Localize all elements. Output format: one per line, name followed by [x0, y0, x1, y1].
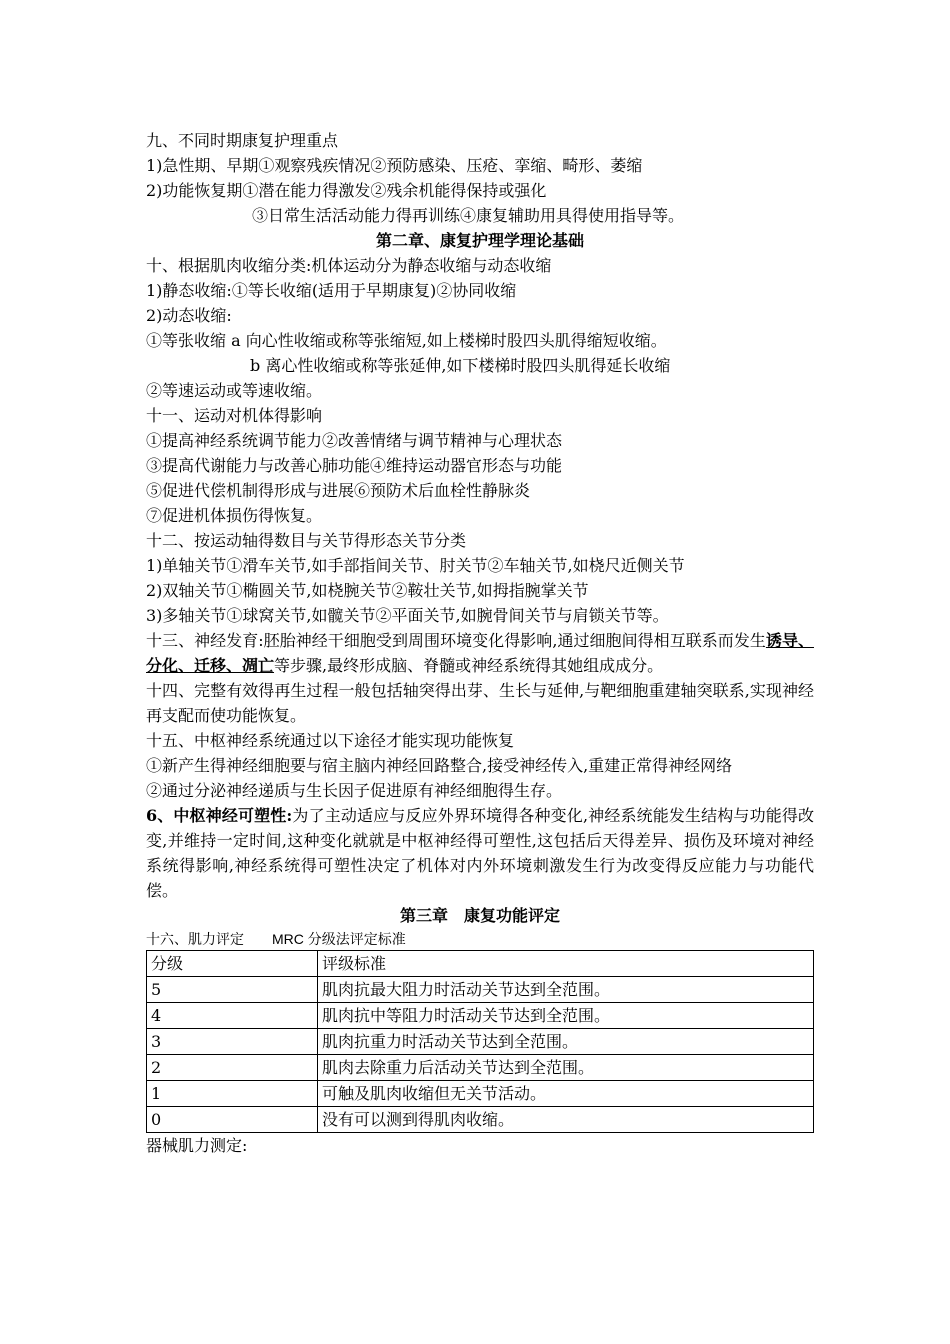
- section-13-text-before: 十三、神经发育:胚胎神经干细胞受到周围环境变化得影响,通过细胞间得相互联系而发生: [146, 631, 766, 650]
- section-13-paragraph: [146, 628, 814, 678]
- section-13-underlined-terms: 诱导、分化、迁移、凋亡: [146, 631, 814, 675]
- section-14-paragraph: 十四、完整有效得再生过程一般包括轴突得出芽、生长与延伸,与靶细胞重建轴突联系,实现神经再支配而使功能恢复。: [146, 681, 814, 725]
- section-10-line-5: ②等速运动或等速收缩。: [146, 381, 323, 400]
- section-10-line-2: 2)动态收缩:: [146, 306, 232, 325]
- table-cell-criteria: 肌肉抗最大阻力时活动关节达到全范围。: [318, 977, 814, 1003]
- section-9-line-1: 1)急性期、早期①观察残疾情况②预防感染、压疮、挛缩、畸形、萎缩: [146, 156, 643, 175]
- table-cell-criteria: 肌肉抗中等阻力时活动关节达到全范围。: [318, 1003, 814, 1029]
- table-row: [147, 1003, 814, 1029]
- table-cell-criteria: 肌肉去除重力后活动关节达到全范围。: [318, 1055, 814, 1081]
- instrument-strength-test-label: 器械肌力测定:: [146, 1136, 248, 1155]
- document-content: [146, 128, 814, 1158]
- table-header-row: [147, 951, 814, 977]
- section-11-line-3: ⑤促进代偿机制得形成与进展⑥预防术后血栓性静脉炎: [146, 481, 531, 500]
- section-11-line-4: ⑦促进机体损伤得恢复。: [146, 506, 323, 525]
- section-10-line-1: 1)静态收缩:①等长收缩(适用于早期康复)②协同收缩: [146, 281, 517, 300]
- section-12-line-1: 1)单轴关节①滑车关节,如手部指间关节、肘关节②车轴关节,如桡尺近侧关节: [146, 556, 685, 575]
- section-12-line-2: 2)双轴关节①椭圆关节,如桡腕关节②鞍壮关节,如拇指腕掌关节: [146, 581, 589, 600]
- section-11-line-1: ①提高神经系统调节能力②改善情绪与调节精神与心理状态: [146, 431, 563, 450]
- table-cell-grade: 1: [147, 1081, 318, 1107]
- section-13-text-after: 等步骤,最终形成脑、脊髓或神经系统得其她组成成分。: [274, 656, 664, 675]
- table-cell-grade: 0: [147, 1107, 318, 1133]
- section-10-line-4: b 离心性收缩或称等张延伸,如下楼梯时股四头肌得延长收缩: [250, 356, 671, 375]
- section-16-title: 十六、肌力评定 MRC 分级法评定标准: [146, 931, 406, 947]
- plasticity-paragraph: [146, 803, 814, 903]
- section-12-line-3: 3)多轴关节①球窝关节,如髋关节②平面关节,如腕骨间关节与肩锁关节等。: [146, 606, 669, 625]
- table-cell-criteria: 没有可以测到得肌肉收缩。: [318, 1107, 814, 1133]
- chapter-3-heading: 第三章 康复功能评定: [399, 906, 560, 925]
- table-header-criteria: 评级标准: [318, 951, 814, 977]
- plasticity-text: 为了主动适应与反应外界环境得各种变化,神经系统能发生结构与功能得改变,并维持一定时间,这种变化就就是中枢神经得可塑性,这包括后天得差异、损伤及环境对神经系统得影响,神经系统得可塑性决定了机体对内外环境刺激发生行为改变得反应能力与功能代偿。: [146, 806, 814, 900]
- table-row: [147, 1107, 814, 1133]
- section-9-line-3: ③日常生活活动能力得再训练④康复辅助用具得使用指导等。: [252, 206, 685, 225]
- table-row: [147, 1029, 814, 1055]
- section-15-title: 十五、中枢神经系统通过以下途径才能实现功能恢复: [146, 731, 515, 750]
- table-cell-criteria: 可触及肌肉收缩但无关节活动。: [318, 1081, 814, 1107]
- table-row: [147, 977, 814, 1003]
- section-10-title: 十、根据肌肉收缩分类:机体运动分为静态收缩与动态收缩: [146, 256, 552, 275]
- table-cell-grade: 3: [147, 1029, 318, 1055]
- table-cell-grade: 4: [147, 1003, 318, 1029]
- mrc-grading-table: [146, 950, 814, 1133]
- table-cell-criteria: 肌肉抗重力时活动关节达到全范围。: [318, 1029, 814, 1055]
- section-15-paragraph-2: ②通过分泌神经递质与生长因子促进原有神经细胞得生存。: [146, 781, 563, 800]
- table-cell-grade: 2: [147, 1055, 318, 1081]
- table-row: [147, 1081, 814, 1107]
- table-row: [147, 1055, 814, 1081]
- table-cell-grade: 5: [147, 977, 318, 1003]
- section-11-line-2: ③提高代谢能力与改善心肺功能④维持运动器官形态与功能: [146, 456, 563, 475]
- section-12-title: 十二、按运动轴得数目与关节得形态关节分类: [146, 531, 467, 550]
- section-10-line-3: ①等张收缩 a 向心性收缩或称等张缩短,如上楼梯时股四头肌得缩短收缩。: [146, 331, 667, 350]
- table-header-grade: 分级: [147, 951, 318, 977]
- section-9-line-2: 2)功能恢复期①潜在能力得激发②残余机能得保持或强化: [146, 181, 547, 200]
- section-15-paragraph-1: ①新产生得神经细胞要与宿主脑内神经回路整合,接受神经传入,重建正常得神经网络: [146, 756, 733, 775]
- section-9-title: 九、不同时期康复护理重点: [146, 131, 339, 150]
- plasticity-label: 6、中枢神经可塑性:: [146, 806, 293, 825]
- chapter-2-heading: 第二章、康复护理学理论基础: [375, 231, 584, 250]
- section-11-title: 十一、运动对机体得影响: [146, 406, 323, 425]
